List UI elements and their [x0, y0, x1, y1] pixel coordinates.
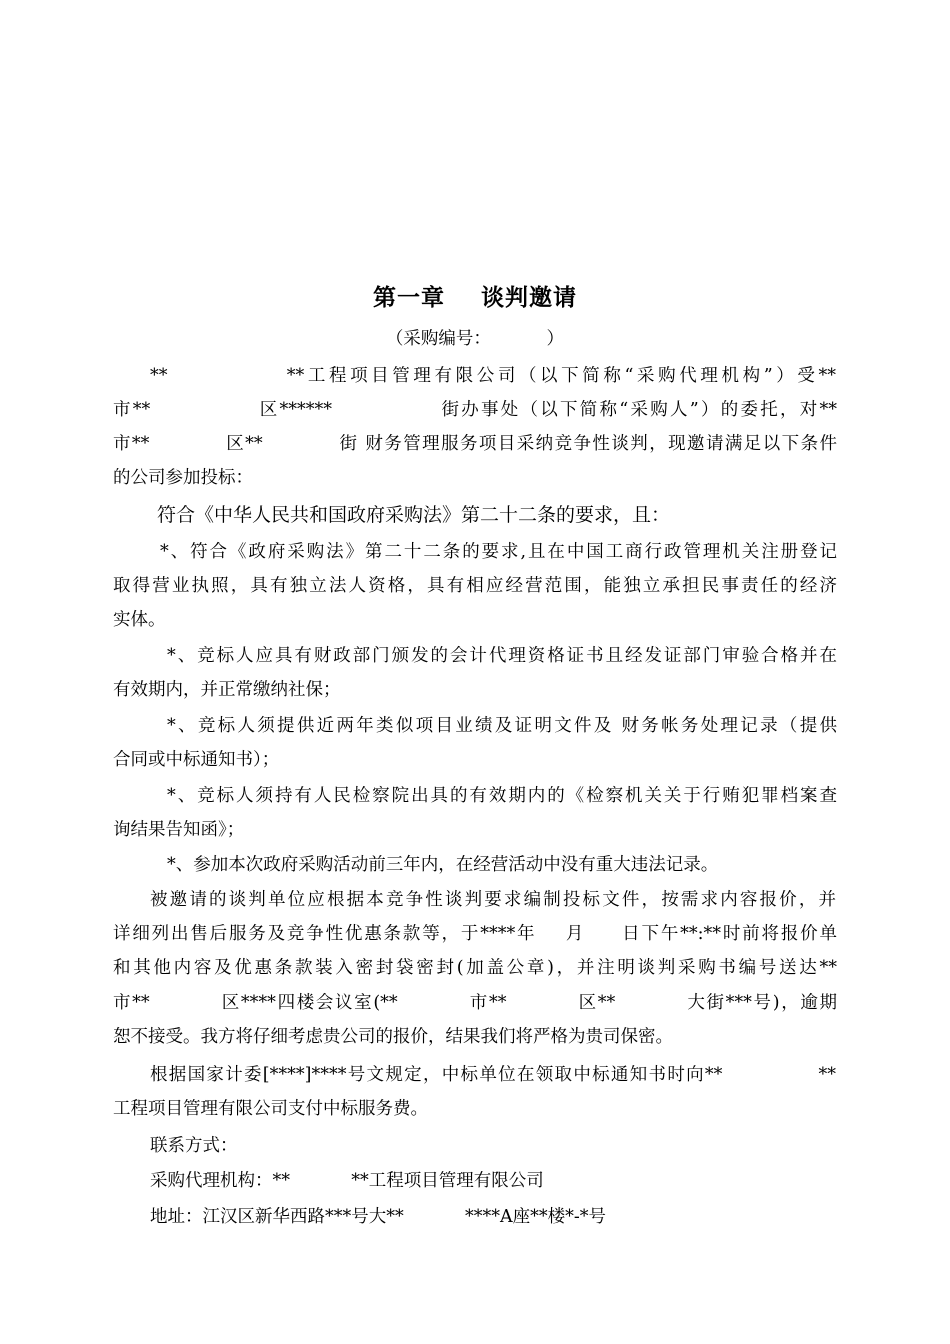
contact-heading: 联系方式： [150, 1136, 238, 1156]
submission-line-4: 市** 区****四楼会议室(** 市** 区** 大街***号)，逾期 [113, 993, 837, 1013]
requirement-3-line-2: 合同或中标通知书）； [113, 750, 280, 770]
requirement-1-line-2: 取得营业执照，具有独立法人资格，具有相应经营范围，能独立承担民事责任的经济 [113, 576, 837, 596]
intro-line-3: 市** 区** 街 财务管理服务项目采纳竞争性谈判，现邀请满足以下条件 [113, 434, 837, 454]
fee-line-1: 根据国家计委[****]****号文规定，中标单位在领取中标通知书时向** ** [150, 1065, 836, 1085]
chapter-title: 第一章 谈判邀请 [372, 284, 578, 311]
fee-line-2: 工程项目管理有限公司支付中标服务费。 [113, 1099, 428, 1119]
intro-line-1: ** **工程项目管理有限公司（以下简称“采购代理机构”）受** [150, 366, 836, 386]
requirement-1-line-1: *、符合《政府采购法》第二十二条的要求,且在中国工商行政管理机关注册登记 [160, 542, 837, 562]
intro-line-4: 的公司参加投标： [113, 468, 253, 488]
submission-line-2: 详细列出售后服务及竞争性优惠条款等，于****年 月 日下午**:**时前将报价单 [113, 924, 837, 944]
intro-line-2: 市** 区****** 街办事处（以下简称“采购人”）的委托，对** [113, 400, 837, 420]
procurement-number: （采购编号： ） [385, 329, 565, 349]
requirement-3-line-1: *、竞标人须提供近两年类似项目业绩及证明文件及 财务帐务处理记录（提供 [167, 716, 837, 736]
requirements-intro: 符合《中华人民共和国政府采购法》第二十二条的要求，且： [157, 504, 671, 526]
contact-agency: 采购代理机构：** **工程项目管理有限公司 [150, 1171, 544, 1191]
submission-line-1: 被邀请的谈判单位应根据本竞争性谈判要求编制投标文件，按需求内容报价，并 [150, 890, 836, 910]
submission-line-5: 恕不接受。我方将仔细考虑贵公司的报价，结果我们将严格为贵司保密。 [113, 1027, 673, 1047]
contact-address: 地址：江汉区新华西路***号大** ****A座**楼*-*号 [150, 1207, 606, 1227]
requirement-4-line-2: 询结果告知函》； [113, 820, 245, 840]
requirement-2-line-1: *、竞标人应具有财政部门颁发的会计代理资格证书且经发证部门审验合格并在 [167, 646, 837, 666]
requirement-5-line-1: *、参加本次政府采购活动前三年内，在经营活动中没有重大违法记录。 [167, 855, 719, 875]
submission-line-3: 和其他内容及优惠条款装入密封袋密封(加盖公章)，并注明谈判采购书编号送达** [113, 958, 837, 978]
requirement-4-line-1: *、竞标人须持有人民检察院出具的有效期内的《检察机关关于行贿犯罪档案查 [167, 786, 837, 806]
requirement-1-line-3: 实体。 [113, 610, 166, 630]
requirement-2-line-2: 有效期内，并正常缴纳社保； [113, 680, 341, 700]
